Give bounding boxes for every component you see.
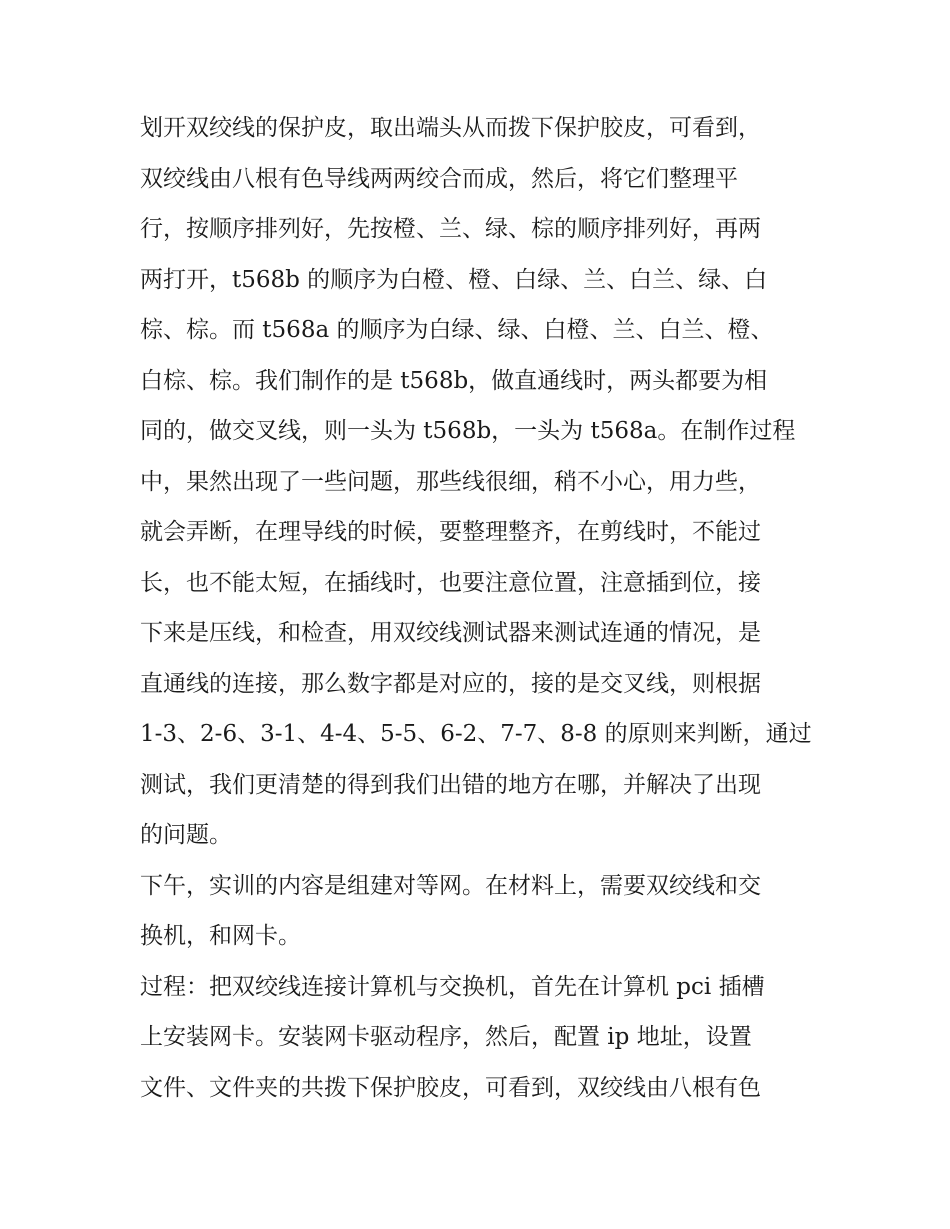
text-line: 就会弄断，在理导线的时候，要整理整齐，在剪线时，不能过 [140,519,761,545]
text-line: 文件、文件夹的共拨下保护胶皮，可看到，双绞线由八根有色 [140,1074,761,1101]
text-line: 长，也不能太短，在插线时，也要注意位置，注意插到位，接 [140,569,761,596]
text-line: 两打开，t568b 的顺序为白橙、橙、白绿、兰、白兰、绿、白 [140,266,768,293]
text-line: 换机，和网卡。 [140,923,301,949]
text-line: 白棕、棕。我们制作的是 t568b，做直通线时，两头都要为相 [140,367,768,394]
text-line: 中，果然出现了一些问题，那些线很细，稍不小心，用力些， [140,468,761,495]
text-line: 上安装网卡。安装网卡驱动程序，然后，配置 ip 地址，设置 [140,1024,752,1050]
text-line: 的问题。 [140,822,232,848]
text-line: 同的，做交叉线，则一头为 t568b，一头为 t568a。在制作过程 [140,418,796,444]
text-line: 1-3、2-6、3-1、4-4、5-5、6-2、7-7、8-8 的原则来判断，通过 [140,721,812,747]
text-line: 直通线的连接，那么数字都是对应的，接的是交叉线，则根据 [140,670,761,697]
text-line: 划开双绞线的保护皮，取出端头从而拨下保护胶皮，可看到， [140,115,761,141]
text-line: 测试，我们更清楚的得到我们出错的地方在哪，并解决了出现 [140,771,761,798]
text-line: 下来是压线，和检查，用双绞线测试器来测试连通的情况，是 [140,620,761,646]
text-line: 棕、棕。而 t568a 的顺序为白绿、绿、白橙、兰、白兰、橙、 [140,317,774,343]
text-line: 过程：把双绞线连接计算机与交换机，首先在计算机 pci 插槽 [140,973,765,1000]
text-line: 双绞线由八根有色导线两两绞合而成，然后，将它们整理平 [140,165,738,192]
text-line: 下午，实训的内容是组建对等网。在材料上，需要双绞线和交 [140,872,761,899]
text-line: 行，按顺序排列好，先按橙、兰、绿、棕的顺序排列好，再两 [140,216,761,242]
body-text [140,103,820,1113]
